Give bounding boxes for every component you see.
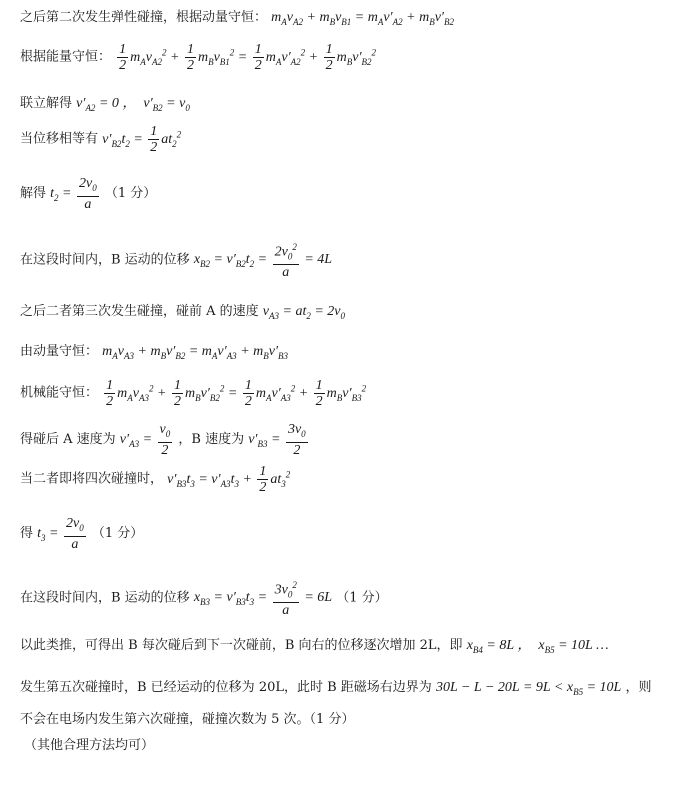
line-other-methods [24, 738, 154, 754]
text: 联立解得 [20, 96, 73, 111]
equation: $30L - L - 20L = 9L < x_{B5} = 10L$ [435, 680, 622, 697]
equation: $t_3$ = $\frac{2v_0}{a}$ [37, 516, 84, 552]
line-fifth-collision [20, 680, 651, 700]
text: 之后二者第三次发生碰撞，碰前 A 的速度 [20, 304, 259, 319]
equation: $v'_{B3}$ = $\frac{3v_0}{2}$ [248, 422, 306, 458]
text: 当位移相等有 [20, 131, 99, 147]
equation: $\frac{1}{2}$ $m_Av_{A3}^2$ + $\frac{1}{2}$ $m_Bv'_{B2}^2$ = $\frac{1}{2}$ $m_Av'_{A3}^2$ + $\frac{1}{2}$ $m_Bv'_{B3}^2$ [106, 378, 367, 409]
equation: $v_{A3} = at_2 = 2v_0$ [262, 304, 346, 321]
line-momentum-3 [20, 344, 288, 364]
text: 根据能量守恒： [20, 49, 112, 65]
line-t3 [20, 516, 143, 552]
equation: $v'_{A2} = 0$ ， $v'_{B2} = v_0$ [76, 96, 190, 113]
text: 由动量守恒： [20, 344, 99, 359]
line-momentum-2 [20, 10, 454, 30]
text: （其他合理方法均可） [24, 738, 155, 753]
equation: $m_Av_{A3} + m_Bv'_{B2} = m_Av'_{A3} + m_Bv'_{B3}$ [102, 344, 289, 361]
equation: $x_{B2} = v'_{B2}t_2$ = $\frac{2v_0^2}{a}$ = 4L [193, 242, 333, 281]
line-solve-2 [20, 96, 190, 116]
line-xb2 [20, 240, 332, 280]
text: 得碰后 A 速度为 [20, 432, 116, 448]
line-velocities-after-3 [20, 422, 310, 458]
text: 解得 [20, 186, 47, 202]
equation: $m_Av_{A2} + m_Bv_{B1} = m_Av'_{A2} + m_Bv'_{B2}$ [271, 10, 454, 27]
text: 当二者即将四次碰撞时， [20, 471, 164, 487]
text: 不会在电场内发生第六次碰撞，碰撞次数为 5 次。（1 分） [20, 712, 355, 727]
line-t2 [20, 176, 156, 212]
line-pattern [20, 638, 609, 658]
equation: $v'_{B3}t_3 = v'_{A3}t_3$ + $\frac{1}{2}$ $at_3^2$ [167, 464, 291, 495]
score-note: （1 分） [336, 590, 388, 606]
equation: $v'_{A3}$ = $\frac{v_0}{2}$ [119, 422, 171, 458]
equation: $t_2$ = $\frac{2v_0}{a}$ [50, 176, 97, 212]
text: 在这段时间内，B 运动的位移 [20, 252, 190, 268]
text: ，B 速度为 [178, 432, 245, 448]
line-displacement-equal-2 [20, 124, 181, 155]
line-conclusion [20, 712, 354, 728]
line-xb3 [20, 578, 388, 618]
text: ，则 [625, 680, 652, 695]
equation: $x_{B4} = 8L$ ， $x_{B5} = 10L$ … [466, 638, 609, 655]
equation: $v'_{B2}t_2$ = $\frac{1}{2}$ $at_2^2$ [102, 124, 182, 155]
text: 得 [20, 526, 34, 542]
text: 机械能守恒： [20, 385, 99, 401]
equation: $\frac{1}{2}$ $m_Av_{A2}^2$ + $\frac{1}{2}$ $m_Bv_{B1}^2$ = $\frac{1}{2}$ $m_Av'_{A2}^2$ + $\frac{1}{2}$ $m_Bv'_{B2}^2$ [119, 42, 377, 73]
line-energy-2 [20, 42, 376, 73]
line-va3 [20, 304, 345, 324]
line-energy-3 [20, 378, 366, 409]
line-fourth-collision [20, 464, 290, 495]
text: 之后第二次发生弹性碰撞，根据动量守恒： [20, 10, 268, 25]
score-note: （1 分） [104, 186, 157, 202]
text: 在这段时间内，B 运动的位移 [20, 590, 190, 606]
score-note: （1 分） [91, 526, 144, 542]
text: 发生第五次碰撞时，B 已经运动的位移为 20L，此时 B 距磁场右边界为 [20, 680, 432, 695]
text: 以此类推，可得出 B 每次碰后到下一次碰前，B 向右的位移逐次增加 2L，即 [20, 638, 463, 653]
equation: $x_{B3} = v'_{B3}t_3$ = $\frac{3v_0^2}{a}$ = 6L [193, 580, 333, 619]
